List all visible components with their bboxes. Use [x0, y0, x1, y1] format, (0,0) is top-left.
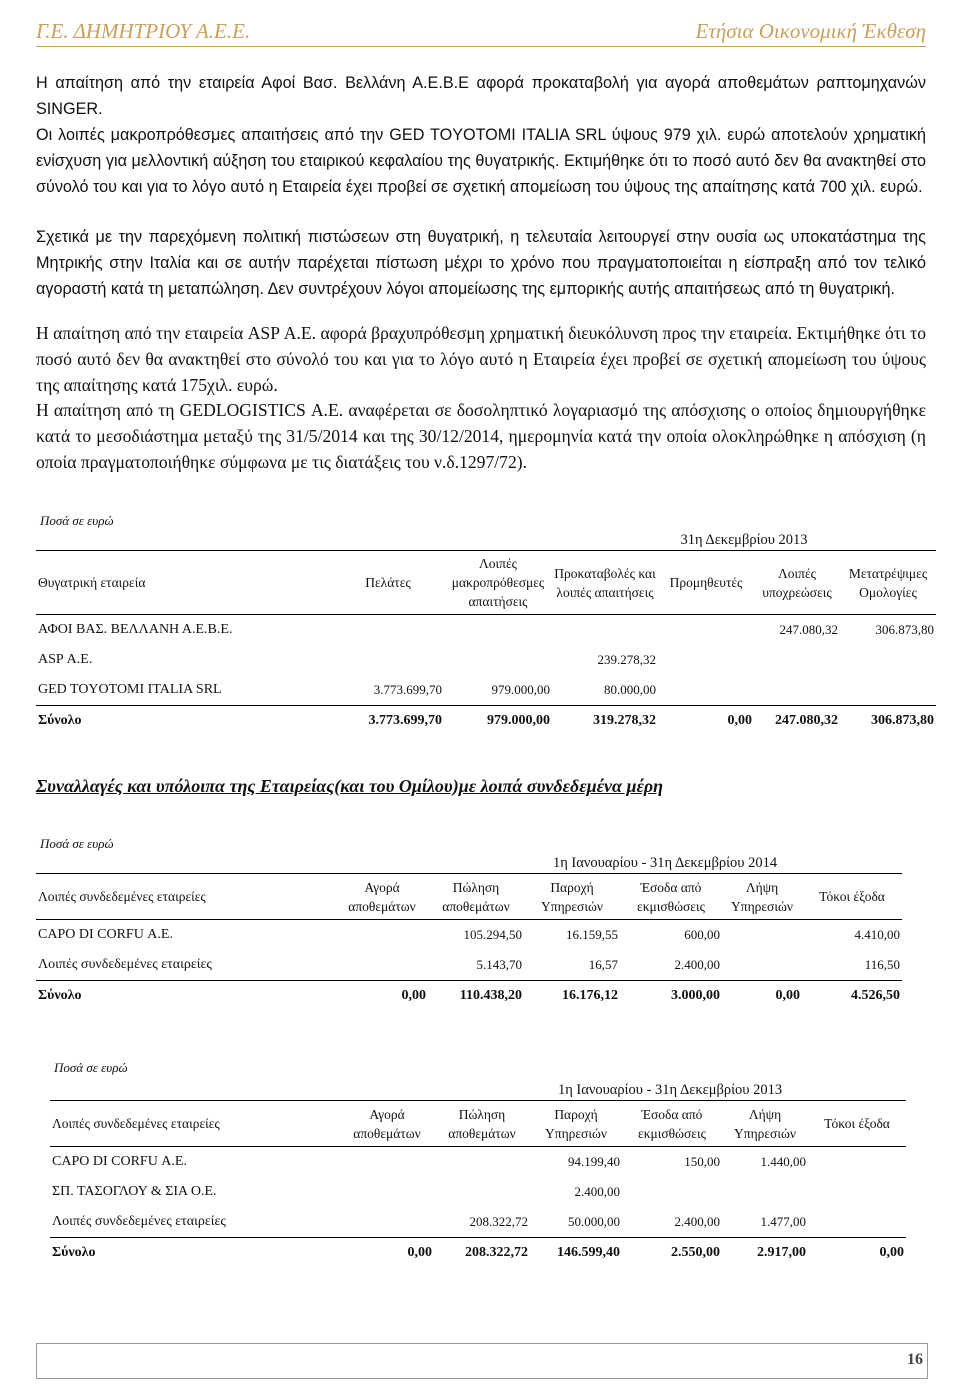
table1-column-header: Προκαταβολές και λοιπές απαιτήσεις: [552, 551, 658, 615]
table-row: [50, 1207, 906, 1238]
cell-value: [444, 645, 552, 675]
section-title: Συναλλαγές και υπόλοιπα της Εταιρείας(και του Ομίλου)με λοιπά συνδεδεμένα μέρη: [36, 776, 663, 796]
table2-column-header: Παροχή Υπηρεσιών: [524, 874, 620, 920]
cell-value: 50.000,00: [530, 1207, 622, 1238]
cell-value: [808, 1177, 906, 1207]
cell-value: [840, 645, 936, 675]
paragraph-singer-advance: Η απαίτηση από την εταιρεία Αφοί Βασ. Βελλάνη Α.Ε.Β.Ε αφορά προκαταβολή για αγορά αποθεμάτων ραπτομηχανών SINGER.: [36, 74, 926, 118]
table2-column-header: Τόκοι έξοδα: [802, 874, 902, 920]
cell-value: [754, 675, 840, 706]
total-value: 319.278,32: [593, 713, 656, 728]
table3-row-header: Λοιπές συνδεδεμένες εταιρείες: [50, 1101, 340, 1147]
total-value: 306.873,80: [871, 713, 934, 728]
table2-caption: Ποσά σε ευρώ: [40, 836, 114, 851]
cell-value: 94.199,40: [568, 1154, 620, 1169]
cell-value: [444, 615, 552, 646]
table1-column-header: Πελάτες: [332, 551, 444, 615]
cell-value: [658, 615, 754, 646]
table2-header-row: [36, 874, 902, 920]
row-label: Λοιπές συνδεδεμένες εταιρείες: [50, 1207, 340, 1238]
cell-value: 2.400,00: [622, 1207, 722, 1238]
cell-value: [754, 645, 840, 675]
paragraph-gedlogistics: Η απαίτηση από τη GEDLOGISTICS Α.Ε. αναφέρεται σε δοσοληπτικό λογαριασμό της απόσχισης ο οποίος δημιουργήθηκε κατά το μεσοδιάστημα μεταξύ της 31/5/2014 και της 30/12/2014, ημερομηνία κατά την οποία ολοκληρώθηκε η απόσχιση (η οποία πραγματοποιήθηκε σύμφωνα με τις διατάξεις του ν.δ.1297/72).: [36, 400, 926, 472]
table1-header-row: [36, 551, 936, 615]
cell-value: 247.080,32: [779, 622, 838, 637]
total-label: Σύνολο: [38, 988, 82, 1003]
paragraph-ged-toyotomi: Οι λοιπές μακροπρόθεσμες απαιτήσεις από την GED TOYOTOMI ITALIA SRL ύψους 979 χιλ. ευρώ αποτελούν χρηματική ενίσχυση για μελλοντική αύξηση του εταιρικού κεφαλαίου της θυγατρικής. Εκτιμήθηκε ότι το ποσό αυτό δεν θα ανακτηθεί στο σύνολό του και για το λόγο αυτό η Εταιρεία έχει προβεί σε σχετική απομείωση του ύψους της απαίτησης κατά 700 χιλ. ευρώ.: [36, 126, 926, 196]
table3-column-header: Πώληση αποθεμάτων: [434, 1101, 530, 1147]
page-header: [36, 16, 926, 47]
total-label: Σύνολο: [38, 713, 82, 728]
table3-header-row: [50, 1101, 906, 1147]
table-row: [36, 950, 902, 981]
total-value: 0,00: [879, 1245, 905, 1260]
cell-value: [434, 1147, 530, 1178]
total-value: 2.550,00: [671, 1245, 720, 1260]
total-value: 979.000,00: [487, 713, 550, 728]
cell-value: 16,57: [524, 950, 620, 981]
table1-body: [36, 615, 936, 737]
page-footer: [36, 1343, 928, 1379]
cell-value: [332, 615, 444, 646]
total-value: 3.000,00: [671, 988, 720, 1003]
cell-value: [340, 1147, 434, 1178]
cell-value: 16.159,55: [566, 927, 618, 942]
row-label: ASP Α.Ε.: [38, 652, 93, 667]
table2-column-header: Πώληση αποθεμάτων: [428, 874, 524, 920]
cell-value: [658, 645, 754, 675]
total-value: 247.080,32: [775, 713, 838, 728]
subsidiary-balances-table: [36, 530, 936, 736]
row-label: CAPO DI CORFU Α.Ε.: [38, 927, 173, 942]
total-value: 0,00: [407, 1245, 432, 1260]
cell-value: 979.000,00: [444, 675, 552, 706]
total-value: 4.526,50: [851, 988, 901, 1003]
cell-value: [336, 920, 428, 951]
cell-value: [808, 1147, 906, 1178]
table1-caption: Ποσά σε ευρώ: [40, 513, 114, 528]
related-parties-2014-table: [36, 853, 902, 1011]
total-value: 0,00: [401, 988, 426, 1003]
table3-column-header: Τόκοι έξοδα: [808, 1101, 906, 1147]
cell-value: 2.400,00: [574, 1184, 620, 1199]
row-label: CAPO DI CORFU Α.Ε.: [52, 1154, 187, 1169]
header-company: Γ.Ε. ΔΗΜΗΤΡΙΟΥ Α.Ε.Ε.: [36, 19, 251, 43]
header-report-title: Ετήσια Οικονομική Έκθεση: [695, 19, 926, 43]
paragraph-credit-policy: Σχετικά με την παρεχόμενη πολιτική πιστώσεων στη θυγατρική, η τελευταία λειτουργεί στην ουσία ως υποκατάστημα της Μητρικής στην Ιταλία και σε αυτήν παρέχεται πίστωση μέχρι το χρόνο που πραγματοποιείται η είσπραξη από τον τελικό αγοραστή κατά τη μεταπώληση. Δεν συντρέχουν λόγοι απομείωσης της εμπορικής αυτής απαιτήσεως από τη θυγατρική.: [36, 228, 926, 298]
cell-value: 1.477,00: [722, 1207, 808, 1238]
page-number: 16: [907, 1351, 923, 1368]
cell-value: [808, 1207, 906, 1238]
cell-value: [722, 920, 802, 951]
table2-column-header: Αγορά αποθεμάτων: [336, 874, 428, 920]
table3-column-header: Παροχή Υπηρεσιών: [530, 1101, 622, 1147]
paragraph-asp: Η απαίτηση από την εταιρεία ASP Α.Ε. αφορά βραχυπρόθεσμη χρηματική διευκόλυνση προς την εταιρεία. Εκτιμήθηκε ότι το ποσό αυτό δεν θα ανακτηθεί στο σύνολό του και για το λόγο αυτό η Εταιρεία έχει προβεί σε σχετική απομείωση του ύψους της απαίτησης κατά 175χιλ. ευρώ.: [36, 323, 926, 395]
table3-period: 1η Ιανουαρίου - 31η Δεκεμβρίου 2013: [434, 1080, 906, 1101]
total-value: 16.176,12: [562, 988, 618, 1003]
total-value: 0,00: [727, 713, 752, 728]
table-row: [50, 1147, 906, 1178]
total-value: 110.438,20: [459, 988, 522, 1003]
table1-column-header: Λοιπές υποχρεώσεις: [754, 551, 840, 615]
table-row: [36, 675, 936, 706]
cell-value: 3.773.699,70: [332, 675, 444, 706]
table1-column-header: Λοιπές μακροπρόθεσμες απαιτήσεις: [444, 551, 552, 615]
table1-row-header: Θυγατρική εταιρεία: [36, 551, 332, 615]
row-label: GED TOYOTOMI ITALIA SRL: [36, 675, 332, 706]
cell-value: [332, 645, 444, 675]
total-value: 208.322,72: [465, 1245, 528, 1260]
cell-value: 239.278,32: [597, 652, 656, 667]
total-value: 146.599,40: [557, 1245, 620, 1260]
cell-value: [336, 950, 428, 981]
table-row: [36, 615, 936, 646]
table2-body: [36, 920, 902, 1012]
table-row: [50, 1177, 906, 1207]
table3-column-header: Έσοδα από εκμισθώσεις: [622, 1101, 722, 1147]
total-value: 2.917,00: [757, 1245, 806, 1260]
cell-value: 116,50: [802, 950, 902, 981]
table-row: [36, 920, 902, 951]
total-row: [36, 981, 902, 1012]
cell-value: 1.440,00: [760, 1154, 806, 1169]
table3-column-header: Αγορά αποθεμάτων: [340, 1101, 434, 1147]
related-parties-2013-table: [50, 1080, 906, 1268]
table2-column-header: Λήψη Υπηρεσιών: [722, 874, 802, 920]
total-row: [36, 706, 936, 737]
cell-value: [340, 1207, 434, 1238]
table2-period: 1η Ιανουαρίου - 31η Δεκεμβρίου 2014: [428, 853, 902, 874]
row-label: ΣΠ. ΤΑΣΟΓΛΟΥ & ΣΙΑ Ο.Ε.: [52, 1184, 217, 1199]
cell-value: [434, 1177, 530, 1207]
table3-body: [50, 1147, 906, 1269]
table1-period: 31η Δεκεμβρίου 2013: [552, 530, 936, 551]
cell-value: 2.400,00: [620, 950, 722, 981]
table3-caption: Ποσά σε ευρώ: [54, 1060, 128, 1075]
table2-column-header: Έσοδα από εκμισθώσεις: [620, 874, 722, 920]
cell-value: [658, 675, 754, 706]
table2-period-row: [36, 853, 902, 874]
cell-value: 80.000,00: [552, 675, 658, 706]
cell-value: 105.294,50: [463, 927, 522, 942]
cell-value: [722, 950, 802, 981]
table1-column-header: Μετατρέψιμες Ομολογίες: [840, 551, 936, 615]
cell-value: [340, 1177, 434, 1207]
table1-column-header: Προμηθευτές: [658, 551, 754, 615]
table1-period-row: [36, 530, 936, 551]
total-value: 3.773.699,70: [368, 713, 442, 728]
total-label: Σύνολο: [52, 1245, 96, 1260]
table-row: [36, 645, 936, 675]
cell-value: [722, 1177, 808, 1207]
cell-value: [840, 675, 936, 706]
cell-value: 208.322,72: [434, 1207, 530, 1238]
row-label: ΑΦΟΙ ΒΑΣ. ΒΕΛΛΑΝΗ Α.Ε.Β.Ε.: [38, 622, 233, 637]
total-row: [50, 1238, 906, 1269]
cell-value: 5.143,70: [428, 950, 524, 981]
cell-value: 306.873,80: [875, 622, 934, 637]
total-value: 0,00: [775, 988, 800, 1003]
row-label: Λοιπές συνδεδεμένες εταιρείες: [36, 950, 336, 981]
cell-value: [622, 1177, 722, 1207]
table2-row-header: Λοιπές συνδεδεμένες εταιρείες: [36, 874, 336, 920]
cell-value: 4.410,00: [854, 927, 901, 942]
table3-period-row: [50, 1080, 906, 1101]
cell-value: [552, 615, 658, 646]
table3-column-header: Λήψη Υπηρεσιών: [722, 1101, 808, 1147]
cell-value: 600,00: [684, 927, 720, 942]
cell-value: 150,00: [684, 1154, 720, 1169]
